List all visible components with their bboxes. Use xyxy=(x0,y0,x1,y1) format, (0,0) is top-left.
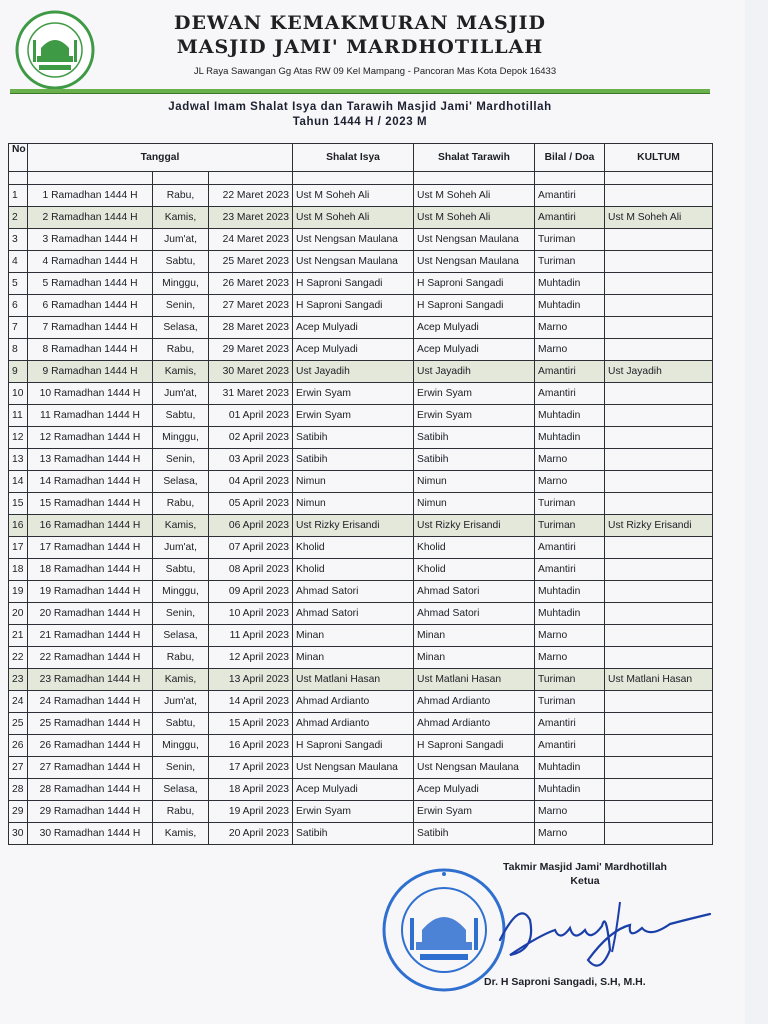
cell-no: 20 xyxy=(9,603,28,625)
cell-kultum xyxy=(605,427,713,449)
cell-gregorian-date: 26 Maret 2023 xyxy=(209,273,293,295)
cell-imam-tarawih: H Saproni Sangadi xyxy=(414,273,535,295)
cell-imam-isya: Erwin Syam xyxy=(293,405,414,427)
cell-kultum xyxy=(605,339,713,361)
cell-ramadhan-date: 10 Ramadhan 1444 H xyxy=(28,383,153,405)
cell-imam-tarawih: Nimun xyxy=(414,471,535,493)
cell-gregorian-date: 12 April 2023 xyxy=(209,647,293,669)
cell-bilal: Muhtadin xyxy=(535,779,605,801)
cell-day: Senin, xyxy=(153,295,209,317)
cell-imam-isya: Kholid xyxy=(293,559,414,581)
cell-ramadhan-date: 12 Ramadhan 1444 H xyxy=(28,427,153,449)
cell-imam-isya: Ust Nengsan Maulana xyxy=(293,757,414,779)
cell-imam-isya: Ust Matlani Hasan xyxy=(293,669,414,691)
cell-bilal: Turiman xyxy=(535,493,605,515)
table-row xyxy=(9,691,713,713)
cell-ramadhan-date: 14 Ramadhan 1444 H xyxy=(28,471,153,493)
cell-day: Sabtu, xyxy=(153,251,209,273)
cell-kultum: Ust Rizky Erisandi xyxy=(605,515,713,537)
table-row xyxy=(9,295,713,317)
cell-imam-tarawih: Ahmad Ardianto xyxy=(414,713,535,735)
table-row xyxy=(9,361,713,383)
mosque-logo xyxy=(15,10,95,90)
cell-day: Rabu, xyxy=(153,339,209,361)
cell-bilal: Muhtadin xyxy=(535,427,605,449)
cell-ramadhan-date: 9 Ramadhan 1444 H xyxy=(28,361,153,383)
cell-ramadhan-date: 13 Ramadhan 1444 H xyxy=(28,449,153,471)
cell-imam-tarawih: Satibih xyxy=(414,449,535,471)
cell-imam-isya: Erwin Syam xyxy=(293,801,414,823)
cell-ramadhan-date: 24 Ramadhan 1444 H xyxy=(28,691,153,713)
table-row xyxy=(9,185,713,207)
cell-gregorian-date: 20 April 2023 xyxy=(209,823,293,845)
header-divider xyxy=(10,89,710,94)
cell-imam-tarawih: H Saproni Sangadi xyxy=(414,295,535,317)
table-row xyxy=(9,823,713,845)
cell-ramadhan-date: 16 Ramadhan 1444 H xyxy=(28,515,153,537)
cell-gregorian-date: 18 April 2023 xyxy=(209,779,293,801)
table-row xyxy=(9,625,713,647)
cell-bilal: Amantiri xyxy=(535,185,605,207)
cell-imam-isya: Acep Mulyadi xyxy=(293,317,414,339)
cell-kultum xyxy=(605,229,713,251)
cell-imam-isya: Minan xyxy=(293,647,414,669)
cell-ramadhan-date: 4 Ramadhan 1444 H xyxy=(28,251,153,273)
schedule-body xyxy=(9,185,713,845)
cell-ramadhan-date: 1 Ramadhan 1444 H xyxy=(28,185,153,207)
cell-kultum xyxy=(605,471,713,493)
header-shalat-tarawih: Shalat Tarawih xyxy=(414,144,535,172)
cell-imam-tarawih: Nimun xyxy=(414,493,535,515)
cell-kultum xyxy=(605,273,713,295)
table-row xyxy=(9,537,713,559)
cell-bilal: Turiman xyxy=(535,515,605,537)
cell-day: Jum'at, xyxy=(153,229,209,251)
cell-day: Kamis, xyxy=(153,207,209,229)
table-row xyxy=(9,317,713,339)
cell-day: Senin, xyxy=(153,603,209,625)
table-row xyxy=(9,251,713,273)
footer-organization: Takmir Masjid Jami' Mardhotillah xyxy=(503,861,667,873)
cell-day: Rabu, xyxy=(153,801,209,823)
cell-gregorian-date: 01 April 2023 xyxy=(209,405,293,427)
cell-imam-tarawih: Satibih xyxy=(414,427,535,449)
cell-bilal: Marno xyxy=(535,625,605,647)
cell-kultum xyxy=(605,405,713,427)
cell-day: Minggu, xyxy=(153,273,209,295)
cell-imam-isya: Ahmad Satori xyxy=(293,581,414,603)
cell-bilal: Marno xyxy=(535,647,605,669)
cell-day: Minggu, xyxy=(153,427,209,449)
cell-no: 22 xyxy=(9,647,28,669)
cell-bilal: Turiman xyxy=(535,691,605,713)
cell-bilal: Marno xyxy=(535,801,605,823)
cell-imam-isya: Ust Rizky Erisandi xyxy=(293,515,414,537)
cell-gregorian-date: 11 April 2023 xyxy=(209,625,293,647)
org-title-line2: MASJID JAMI' MARDHOTILLAH xyxy=(176,36,544,58)
header-bilal-doa: Bilal / Doa xyxy=(535,144,605,172)
cell-ramadhan-date: 21 Ramadhan 1444 H xyxy=(28,625,153,647)
cell-bilal: Amantiri xyxy=(535,713,605,735)
org-title-line1: DEWAN KEMAKMURAN MASJID xyxy=(173,12,547,34)
cell-no: 6 xyxy=(9,295,28,317)
cell-no: 15 xyxy=(9,493,28,515)
cell-no: 23 xyxy=(9,669,28,691)
cell-imam-isya: Nimun xyxy=(293,471,414,493)
cell-day: Kamis, xyxy=(153,515,209,537)
cell-bilal: Amantiri xyxy=(535,537,605,559)
cell-no: 4 xyxy=(9,251,28,273)
cell-no: 30 xyxy=(9,823,28,845)
cell-day: Rabu, xyxy=(153,185,209,207)
table-row xyxy=(9,207,713,229)
cell-day: Minggu, xyxy=(153,735,209,757)
cell-bilal: Amantiri xyxy=(535,559,605,581)
cell-day: Kamis, xyxy=(153,669,209,691)
cell-bilal: Amantiri xyxy=(535,361,605,383)
cell-gregorian-date: 08 April 2023 xyxy=(209,559,293,581)
cell-no: 7 xyxy=(9,317,28,339)
cell-no: 27 xyxy=(9,757,28,779)
table-header-row xyxy=(9,144,713,172)
cell-day: Kamis, xyxy=(153,823,209,845)
cell-imam-tarawih: Ust Nengsan Maulana xyxy=(414,757,535,779)
cell-no: 5 xyxy=(9,273,28,295)
cell-no: 9 xyxy=(9,361,28,383)
cell-kultum xyxy=(605,251,713,273)
cell-imam-isya: Ahmad Ardianto xyxy=(293,691,414,713)
cell-bilal: Marno xyxy=(535,317,605,339)
cell-bilal: Amantiri xyxy=(535,207,605,229)
cell-day: Senin, xyxy=(153,757,209,779)
cell-ramadhan-date: 27 Ramadhan 1444 H xyxy=(28,757,153,779)
cell-day: Jum'at, xyxy=(153,537,209,559)
cell-gregorian-date: 15 April 2023 xyxy=(209,713,293,735)
cell-gregorian-date: 31 Maret 2023 xyxy=(209,383,293,405)
cell-gregorian-date: 30 Maret 2023 xyxy=(209,361,293,383)
cell-day: Selasa, xyxy=(153,625,209,647)
table-row xyxy=(9,801,713,823)
header-shalat-isya: Shalat Isya xyxy=(293,144,414,172)
cell-imam-tarawih: Kholid xyxy=(414,537,535,559)
cell-imam-isya: Ahmad Satori xyxy=(293,603,414,625)
cell-bilal: Marno xyxy=(535,471,605,493)
table-row xyxy=(9,647,713,669)
cell-imam-isya: Kholid xyxy=(293,537,414,559)
header-no: No xyxy=(9,144,28,172)
cell-day: Senin, xyxy=(153,449,209,471)
cell-gregorian-date: 28 Maret 2023 xyxy=(209,317,293,339)
cell-ramadhan-date: 18 Ramadhan 1444 H xyxy=(28,559,153,581)
cell-no: 25 xyxy=(9,713,28,735)
cell-imam-tarawih: H Saproni Sangadi xyxy=(414,735,535,757)
cell-bilal: Turiman xyxy=(535,251,605,273)
cell-imam-tarawih: Ust Matlani Hasan xyxy=(414,669,535,691)
cell-gregorian-date: 14 April 2023 xyxy=(209,691,293,713)
cell-bilal: Amantiri xyxy=(535,735,605,757)
cell-day: Jum'at, xyxy=(153,383,209,405)
cell-no: 18 xyxy=(9,559,28,581)
cell-imam-isya: Satibih xyxy=(293,427,414,449)
cell-ramadhan-date: 8 Ramadhan 1444 H xyxy=(28,339,153,361)
cell-gregorian-date: 25 Maret 2023 xyxy=(209,251,293,273)
cell-imam-isya: Satibih xyxy=(293,449,414,471)
cell-bilal: Muhtadin xyxy=(535,405,605,427)
cell-imam-tarawih: Acep Mulyadi xyxy=(414,339,535,361)
cell-day: Sabtu, xyxy=(153,405,209,427)
cell-imam-tarawih: Acep Mulyadi xyxy=(414,779,535,801)
cell-ramadhan-date: 29 Ramadhan 1444 H xyxy=(28,801,153,823)
signature-mark xyxy=(470,880,720,980)
cell-no: 11 xyxy=(9,405,28,427)
cell-imam-tarawih: Ust Jayadih xyxy=(414,361,535,383)
cell-imam-tarawih: Ahmad Satori xyxy=(414,603,535,625)
cell-no: 2 xyxy=(9,207,28,229)
cell-no: 1 xyxy=(9,185,28,207)
header-tanggal: Tanggal xyxy=(28,144,293,172)
cell-imam-isya: H Saproni Sangadi xyxy=(293,273,414,295)
schedule-title: Jadwal Imam Shalat Isya dan Tarawih Masjid Jami' Mardhotillah xyxy=(168,101,552,113)
cell-imam-tarawih: Ust M Soheh Ali xyxy=(414,185,535,207)
cell-kultum xyxy=(605,317,713,339)
table-row xyxy=(9,559,713,581)
cell-gregorian-date: 27 Maret 2023 xyxy=(209,295,293,317)
cell-ramadhan-date: 30 Ramadhan 1444 H xyxy=(28,823,153,845)
cell-kultum xyxy=(605,603,713,625)
cell-gregorian-date: 29 Maret 2023 xyxy=(209,339,293,361)
cell-imam-tarawih: Ust Nengsan Maulana xyxy=(414,229,535,251)
table-row xyxy=(9,449,713,471)
cell-no: 8 xyxy=(9,339,28,361)
org-address: JL Raya Sawangan Gg Atas RW 09 Kel Mampang - Pancoran Mas Kota Depok 16433 xyxy=(193,66,557,77)
cell-ramadhan-date: 23 Ramadhan 1444 H xyxy=(28,669,153,691)
cell-gregorian-date: 02 April 2023 xyxy=(209,427,293,449)
table-spacer-row xyxy=(9,172,713,185)
cell-day: Rabu, xyxy=(153,647,209,669)
cell-imam-isya: Erwin Syam xyxy=(293,383,414,405)
table-row xyxy=(9,493,713,515)
cell-kultum xyxy=(605,537,713,559)
cell-imam-isya: Satibih xyxy=(293,823,414,845)
table-row xyxy=(9,757,713,779)
cell-imam-tarawih: Ahmad Satori xyxy=(414,581,535,603)
cell-kultum xyxy=(605,581,713,603)
schedule-table xyxy=(8,143,713,845)
cell-kultum xyxy=(605,559,713,581)
cell-kultum xyxy=(605,735,713,757)
cell-imam-isya: Nimun xyxy=(293,493,414,515)
cell-kultum xyxy=(605,801,713,823)
cell-imam-isya: Ahmad Ardianto xyxy=(293,713,414,735)
cell-kultum xyxy=(605,295,713,317)
cell-imam-tarawih: Ust Nengsan Maulana xyxy=(414,251,535,273)
cell-no: 14 xyxy=(9,471,28,493)
cell-ramadhan-date: 7 Ramadhan 1444 H xyxy=(28,317,153,339)
signatory-name: Dr. H Saproni Sangadi, S.H, M.H. xyxy=(484,976,646,988)
cell-ramadhan-date: 3 Ramadhan 1444 H xyxy=(28,229,153,251)
cell-gregorian-date: 10 April 2023 xyxy=(209,603,293,625)
cell-day: Sabtu, xyxy=(153,713,209,735)
cell-imam-isya: Ust M Soheh Ali xyxy=(293,185,414,207)
cell-imam-isya: H Saproni Sangadi xyxy=(293,735,414,757)
table-row xyxy=(9,603,713,625)
cell-no: 24 xyxy=(9,691,28,713)
table-row xyxy=(9,229,713,251)
table-row xyxy=(9,339,713,361)
cell-no: 17 xyxy=(9,537,28,559)
cell-bilal: Muhtadin xyxy=(535,273,605,295)
table-row xyxy=(9,581,713,603)
cell-no: 26 xyxy=(9,735,28,757)
cell-no: 29 xyxy=(9,801,28,823)
cell-ramadhan-date: 17 Ramadhan 1444 H xyxy=(28,537,153,559)
cell-ramadhan-date: 22 Ramadhan 1444 H xyxy=(28,647,153,669)
cell-ramadhan-date: 6 Ramadhan 1444 H xyxy=(28,295,153,317)
cell-imam-isya: Ust Jayadih xyxy=(293,361,414,383)
cell-imam-isya: Ust Nengsan Maulana xyxy=(293,229,414,251)
cell-gregorian-date: 22 Maret 2023 xyxy=(209,185,293,207)
cell-kultum: Ust Matlani Hasan xyxy=(605,669,713,691)
table-row xyxy=(9,713,713,735)
cell-gregorian-date: 17 April 2023 xyxy=(209,757,293,779)
cell-no: 28 xyxy=(9,779,28,801)
cell-gregorian-date: 09 April 2023 xyxy=(209,581,293,603)
cell-kultum: Ust Jayadih xyxy=(605,361,713,383)
cell-kultum xyxy=(605,647,713,669)
cell-kultum xyxy=(605,691,713,713)
table-row xyxy=(9,669,713,691)
table-row xyxy=(9,779,713,801)
cell-no: 12 xyxy=(9,427,28,449)
cell-imam-tarawih: Erwin Syam xyxy=(414,405,535,427)
cell-kultum xyxy=(605,493,713,515)
cell-kultum xyxy=(605,185,713,207)
cell-kultum xyxy=(605,779,713,801)
table-row xyxy=(9,471,713,493)
cell-imam-isya: Ust Nengsan Maulana xyxy=(293,251,414,273)
cell-imam-isya: H Saproni Sangadi xyxy=(293,295,414,317)
cell-ramadhan-date: 26 Ramadhan 1444 H xyxy=(28,735,153,757)
cell-gregorian-date: 04 April 2023 xyxy=(209,471,293,493)
table-row xyxy=(9,735,713,757)
cell-ramadhan-date: 20 Ramadhan 1444 H xyxy=(28,603,153,625)
table-row xyxy=(9,405,713,427)
footer-role: Ketua xyxy=(570,875,600,887)
header-kultum: KULTUM xyxy=(605,144,713,172)
cell-imam-tarawih: Ahmad Ardianto xyxy=(414,691,535,713)
cell-gregorian-date: 13 April 2023 xyxy=(209,669,293,691)
cell-kultum: Ust M Soheh Ali xyxy=(605,207,713,229)
cell-imam-isya: Acep Mulyadi xyxy=(293,339,414,361)
cell-day: Rabu, xyxy=(153,493,209,515)
cell-imam-tarawih: Ust Rizky Erisandi xyxy=(414,515,535,537)
cell-day: Selasa, xyxy=(153,779,209,801)
cell-ramadhan-date: 11 Ramadhan 1444 H xyxy=(28,405,153,427)
cell-bilal: Turiman xyxy=(535,229,605,251)
cell-gregorian-date: 19 April 2023 xyxy=(209,801,293,823)
cell-ramadhan-date: 19 Ramadhan 1444 H xyxy=(28,581,153,603)
cell-ramadhan-date: 15 Ramadhan 1444 H xyxy=(28,493,153,515)
cell-imam-tarawih: Minan xyxy=(414,625,535,647)
cell-no: 19 xyxy=(9,581,28,603)
cell-day: Jum'at, xyxy=(153,691,209,713)
cell-imam-tarawih: Erwin Syam xyxy=(414,383,535,405)
cell-bilal: Muhtadin xyxy=(535,581,605,603)
cell-gregorian-date: 07 April 2023 xyxy=(209,537,293,559)
cell-no: 21 xyxy=(9,625,28,647)
schedule-year: Tahun 1444 H / 2023 M xyxy=(292,116,428,128)
cell-bilal: Muhtadin xyxy=(535,295,605,317)
cell-gregorian-date: 05 April 2023 xyxy=(209,493,293,515)
cell-day: Sabtu, xyxy=(153,559,209,581)
cell-day: Kamis, xyxy=(153,361,209,383)
cell-gregorian-date: 23 Maret 2023 xyxy=(209,207,293,229)
cell-day: Minggu, xyxy=(153,581,209,603)
cell-gregorian-date: 16 April 2023 xyxy=(209,735,293,757)
cell-imam-tarawih: Satibih xyxy=(414,823,535,845)
cell-bilal: Marno xyxy=(535,823,605,845)
cell-gregorian-date: 06 April 2023 xyxy=(209,515,293,537)
cell-ramadhan-date: 25 Ramadhan 1444 H xyxy=(28,713,153,735)
cell-kultum xyxy=(605,625,713,647)
table-row xyxy=(9,273,713,295)
cell-ramadhan-date: 5 Ramadhan 1444 H xyxy=(28,273,153,295)
cell-ramadhan-date: 28 Ramadhan 1444 H xyxy=(28,779,153,801)
cell-bilal: Muhtadin xyxy=(535,603,605,625)
cell-bilal: Marno xyxy=(535,339,605,361)
cell-imam-tarawih: Kholid xyxy=(414,559,535,581)
cell-imam-tarawih: Erwin Syam xyxy=(414,801,535,823)
cell-ramadhan-date: 2 Ramadhan 1444 H xyxy=(28,207,153,229)
cell-imam-isya: Ust M Soheh Ali xyxy=(293,207,414,229)
cell-no: 16 xyxy=(9,515,28,537)
cell-gregorian-date: 24 Maret 2023 xyxy=(209,229,293,251)
cell-kultum xyxy=(605,713,713,735)
cell-imam-tarawih: Minan xyxy=(414,647,535,669)
cell-day: Selasa, xyxy=(153,317,209,339)
cell-bilal: Amantiri xyxy=(535,383,605,405)
cell-bilal: Muhtadin xyxy=(535,757,605,779)
cell-imam-isya: Minan xyxy=(293,625,414,647)
cell-kultum xyxy=(605,383,713,405)
cell-imam-tarawih: Ust M Soheh Ali xyxy=(414,207,535,229)
cell-gregorian-date: 03 April 2023 xyxy=(209,449,293,471)
table-row xyxy=(9,427,713,449)
cell-kultum xyxy=(605,757,713,779)
cell-day: Selasa, xyxy=(153,471,209,493)
table-row xyxy=(9,515,713,537)
cell-imam-tarawih: Acep Mulyadi xyxy=(414,317,535,339)
cell-bilal: Turiman xyxy=(535,669,605,691)
cell-kultum xyxy=(605,823,713,845)
cell-no: 13 xyxy=(9,449,28,471)
cell-kultum xyxy=(605,449,713,471)
cell-no: 10 xyxy=(9,383,28,405)
cell-no: 3 xyxy=(9,229,28,251)
cell-bilal: Marno xyxy=(535,449,605,471)
cell-imam-isya: Acep Mulyadi xyxy=(293,779,414,801)
table-row xyxy=(9,383,713,405)
